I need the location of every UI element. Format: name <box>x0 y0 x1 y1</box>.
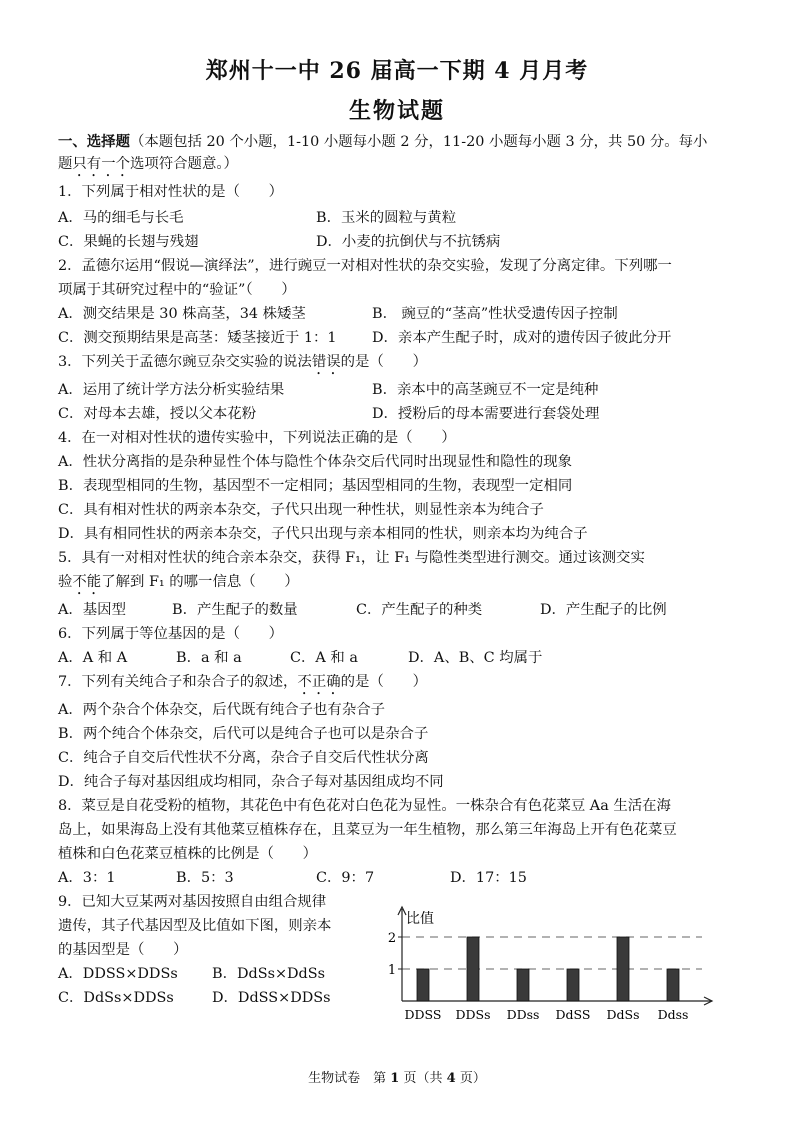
q1-stem: 1．下列属于相对性状的是（ ） <box>58 184 284 200</box>
x-tick-label: DDSs <box>455 1007 491 1022</box>
q5-stem-line-1: 5．具有一对相对性状的纯合亲本杂交，获得 F₁，让 F₁ 与隐性类型进行测交。通过该测交实 <box>58 550 645 566</box>
q3-stem-pre: 3．下列关于孟德尔豌豆杂交实验的说法 <box>58 354 312 370</box>
q3-stem-emphasis: 错误 <box>311 354 341 370</box>
q5-stem-emphasis: 不能 <box>72 574 102 590</box>
q9-stem-line-2: 遗传，其子代基因型及比值如下图，则亲本 <box>58 918 332 934</box>
q7-stem-post: 的是（ ） <box>340 674 427 690</box>
q9-option-c: C．DdSs×DDSs <box>58 990 174 1006</box>
exam-title: 郑州十一中 26 届高一下期 4 月月考 <box>205 58 589 84</box>
q7-option-a: A．两个杂合个体杂交，后代既有纯合子也有杂合子 <box>58 702 385 718</box>
q3-stem-post: 的是（ ） <box>340 354 427 370</box>
section-intro-post: 选项符合题意。） <box>129 156 238 172</box>
q6-option-a: A．A 和 A <box>58 650 128 666</box>
section-intro-pre: 题 <box>58 156 73 172</box>
q5-option-c: C．产生配子的种类 <box>356 602 483 618</box>
q4-option-d: D．具有相同性状的两亲本杂交，子代只出现与亲本相同的性状，则亲本均为纯合子 <box>58 526 588 542</box>
bar <box>467 937 479 1001</box>
q8-option-b: B．5：3 <box>176 870 234 886</box>
genotype-ratio-chart-svg <box>368 905 718 1025</box>
q7-stem-pre: 7．下列有关纯合子和杂合子的叙述， <box>58 674 298 690</box>
q5-option-a: A．基因型 <box>58 602 126 618</box>
q3-option-d: D．授粉后的母本需要进行套袋处理 <box>372 406 600 422</box>
q4-option-b: B．表现型相同的生物，基因型不一定相同；基因型相同的生物，表现型一定相同 <box>58 478 573 494</box>
section-label: 一、选择题 <box>58 133 130 150</box>
bar <box>567 969 579 1001</box>
q5-stem-line-2 <box>58 572 748 598</box>
q1-option-c: C．果蝇的长翅与残翅 <box>58 234 199 250</box>
q8-stem-line-3: 植株和白色花菜豆植株的比例是（ ） <box>58 846 318 862</box>
q1-option-d: D．小麦的抗倒伏与不抗锈病 <box>316 234 501 250</box>
q8-option-a: A．3：1 <box>58 870 116 886</box>
q4-option-c: C．具有相对性状的两亲本杂交，子代只出现一种性状，则显性亲本为纯合子 <box>58 502 544 518</box>
q5-stem-pre: 验 <box>58 574 73 590</box>
q4-option-a: A．性状分离指的是杂种显性个体与隐性个体杂交后代同时出现显性和隐性的现象 <box>58 454 573 470</box>
y-tick-label: 2 <box>387 931 397 946</box>
q7-option-b: B．两个纯合个体杂交，后代可以是纯合子也可以是杂合子 <box>58 726 429 742</box>
x-tick-label: Ddss <box>657 1007 689 1022</box>
bar <box>417 969 429 1001</box>
q2-stem-line-1: 2．孟德尔运用“假说—演绎法”，进行豌豆一对相对性状的杂交实验，发现了分离定律。下列哪一 <box>58 258 672 274</box>
q2-option-b: B． 豌豆的“茎高”性状受遗传因子控制 <box>372 306 618 322</box>
section-intro-text: （本题包括 20 个小题，1-10 小题每小题 2 分，11-20 小题每小题 3 分，共 50 分。每小 <box>129 134 708 150</box>
q8-option-d: D．17：15 <box>450 870 527 886</box>
q7-option-c: C．纯合子自交后代性状不分离，杂合子自交后代性状分离 <box>58 750 429 766</box>
q5-stem-post: 了解到 F₁ 的哪一信息（ ） <box>101 574 299 590</box>
q6-option-c: C．A 和 a <box>290 650 358 666</box>
q9-stem-line-3: 的基因型是（ ） <box>58 942 188 958</box>
q9-option-d: D．DdSS×DDSs <box>212 990 331 1006</box>
bar <box>517 969 529 1001</box>
q9-option-a: A．DDSS×DDSs <box>58 966 178 982</box>
section-intro-line-2 <box>58 154 748 180</box>
q2-option-a: A．测交结果是 30 株高茎，34 株矮茎 <box>58 306 306 322</box>
q3-stem <box>58 352 748 378</box>
x-tick-label: DDSS <box>404 1007 442 1022</box>
section-intro-line-1 <box>58 132 748 152</box>
bar <box>617 937 629 1001</box>
q3-option-b: B．亲本中的高茎豌豆不一定是纯种 <box>372 382 599 398</box>
q1-option-b: B．玉米的圆粒与黄粒 <box>316 210 457 226</box>
y-tick-label: 1 <box>387 963 397 978</box>
q6-option-d: D．A、B、C 均属于 <box>408 650 543 666</box>
footer-page-number: 1 <box>390 1071 400 1086</box>
q3-option-a: A．运用了统计学方法分析实验结果 <box>58 382 285 398</box>
exam-subject-title: 生物试题 <box>348 98 445 124</box>
footer-total-pages: 4 <box>446 1071 456 1086</box>
q6-option-b: B．a 和 a <box>176 650 242 666</box>
q7-stem-emphasis: 不正确 <box>297 674 341 690</box>
x-tick-label: DdSs <box>606 1007 640 1022</box>
q5-option-b: B．产生配子的数量 <box>172 602 298 618</box>
page-footer <box>0 1067 794 1086</box>
footer-prefix: 生物试卷 第 <box>308 1071 387 1086</box>
q5-option-d: D．产生配子的比例 <box>540 602 667 618</box>
q7-stem <box>58 672 748 698</box>
q2-stem-line-2: 项属于其研究过程中的“验证”（ ） <box>58 282 296 298</box>
x-tick-label: DdSS <box>555 1007 591 1022</box>
q8-stem-line-1: 8．菜豆是自花受粉的植物，其花色中有色花对白色花为显性。一株杂合有色花菜豆 Aa 生活在海 <box>58 798 671 814</box>
x-tick-label: DDss <box>506 1007 540 1022</box>
q7-option-d: D．纯合子每对基因组成均相同，杂合子每对基因组成均不同 <box>58 774 444 790</box>
q3-option-c: C．对母本去雄，授以父本花粉 <box>58 406 257 422</box>
q4-stem: 4．在一对相对性状的遗传实验中，下列说法正确的是（ ） <box>58 430 456 446</box>
footer-mid: 页（共 <box>403 1071 443 1086</box>
footer-suffix: 页） <box>459 1071 486 1086</box>
q2-option-c: C．测交预期结果是高茎：矮茎接近于 1：1 <box>58 330 337 346</box>
q9-option-b: B．DdSs×DdSs <box>212 966 326 982</box>
q8-stem-line-2: 岛上，如果海岛上没有其他菜豆植株存在，且菜豆为一年生植物，那么第三年海岛上开有色花菜豆 <box>58 822 677 838</box>
q8-option-c: C．9：7 <box>316 870 375 886</box>
q6-stem: 6．下列属于等位基因的是（ ） <box>58 626 284 642</box>
q1-option-a: A．马的细毛与长毛 <box>58 210 184 226</box>
q2-option-d: D．亲本产生配子时，成对的遗传因子彼此分开 <box>372 330 672 346</box>
bar <box>667 969 679 1001</box>
section-intro-emphasis: 只有一个 <box>72 156 130 172</box>
genotype-ratio-chart <box>368 905 718 1025</box>
y-axis-label: 比值 <box>406 911 434 927</box>
q9-stem-line-1: 9．已知大豆某两对基因按照自由组合规律 <box>58 894 327 910</box>
